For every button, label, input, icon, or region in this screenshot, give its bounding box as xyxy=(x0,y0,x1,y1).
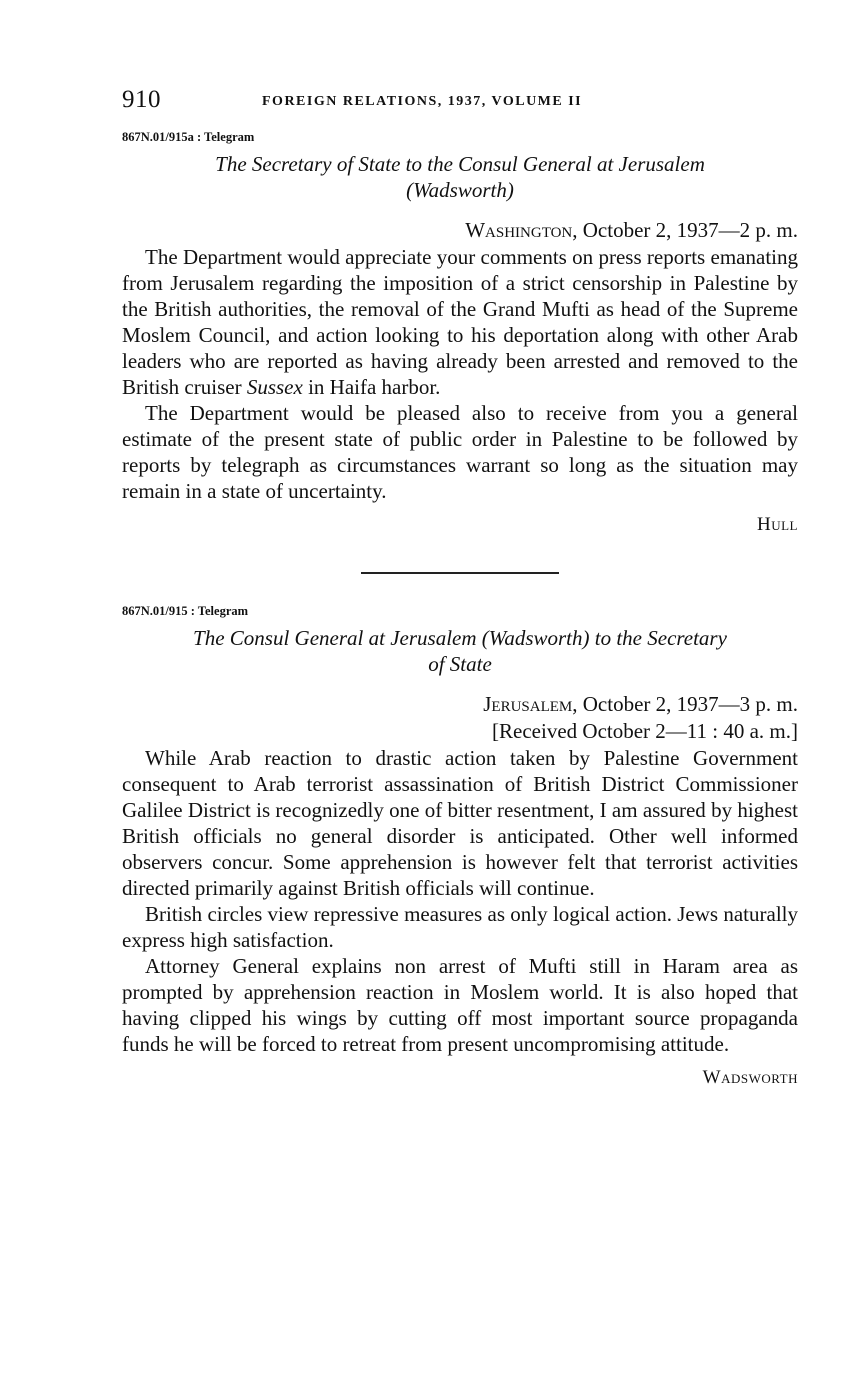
doc2-paragraph-1: While Arab reaction to drastic action taken by Palestine Government consequent to Arab terrorist assassination of British District Commissioner Galilee District is recognizedly one of bitter resentment, I am assured by highest British officials no general disorder is anticipated. Other well informed observers concur. Some apprehension is however felt that terrorist activities directed primarily against British officials will continue. xyxy=(122,746,798,900)
dateline-1-place: Washington xyxy=(465,218,573,242)
dateline-2-place: Jerusalem xyxy=(483,692,573,716)
page-number: 910 xyxy=(122,86,161,113)
running-head xyxy=(122,86,798,122)
doc1-paragraph-1 xyxy=(122,244,798,400)
dateline-2 xyxy=(122,691,798,718)
file-reference-2: 867N.01/915 : Telegram xyxy=(122,604,249,618)
doc1-paragraph-1-text-b: in Haifa harbor. xyxy=(302,375,441,399)
doc2-paragraph-2: British circles view repressive measures as only logical action. Jews naturally express high satisfaction. xyxy=(122,902,798,952)
dateline-1-date: , October 2, 1937—2 p. m. xyxy=(572,218,798,242)
doc1-paragraph-2: The Department would be pleased also to receive from you a general estimate of the present state of public order in Palestine to be followed by reports by telegraph as circumstances warrant so long as the situation may remain in a state of uncertainty. xyxy=(122,401,798,503)
document-title-2-line2: of State xyxy=(428,652,492,676)
document-title-1 xyxy=(122,151,798,203)
doc1-paragraph-1-text-a: The Department would appreciate your comments on press reports emanating from Jerusalem regarding the imposition of a strict censorship in Palestine by the British authorities, the removal of the Grand Mufti as head of the Supreme Moslem Council, and action looking to his deportation along with other Arab leaders who are reported as having already been arrested and removed to the British cruiser xyxy=(122,245,798,399)
received-note: [Received October 2—11 : 40 a. m.] xyxy=(492,719,798,743)
doc2-paragraph-3: Attorney General explains non arrest of Mufti still in Haram area as prompted by apprehension reaction in Moslem world. It is also hoped that having clipped his wings by cutting off most important source propaganda funds he will be forced to retreat from present uncompromising attitude. xyxy=(122,954,798,1056)
doc1-ship-name: Sussex xyxy=(246,375,303,399)
document-page xyxy=(122,86,798,1089)
dateline-1 xyxy=(122,217,798,244)
signature-2: Wadsworth xyxy=(702,1067,798,1088)
document-title-2 xyxy=(122,625,798,677)
running-title: FOREIGN RELATIONS, 1937, VOLUME II xyxy=(262,94,583,109)
document-title-1-line1: The Secretary of State to the Consul General at Jerusalem xyxy=(215,152,705,176)
signature-1: Hull xyxy=(757,514,798,535)
dateline-2-date: , October 2, 1937—3 p. m. xyxy=(572,692,798,716)
document-title-1-line2: (Wadsworth) xyxy=(406,178,514,202)
document-title-2-line1: The Consul General at Jerusalem (Wadsworth) to the Secretary xyxy=(193,626,727,650)
section-divider xyxy=(361,572,559,574)
file-reference-1: 867N.01/915a : Telegram xyxy=(122,130,255,144)
